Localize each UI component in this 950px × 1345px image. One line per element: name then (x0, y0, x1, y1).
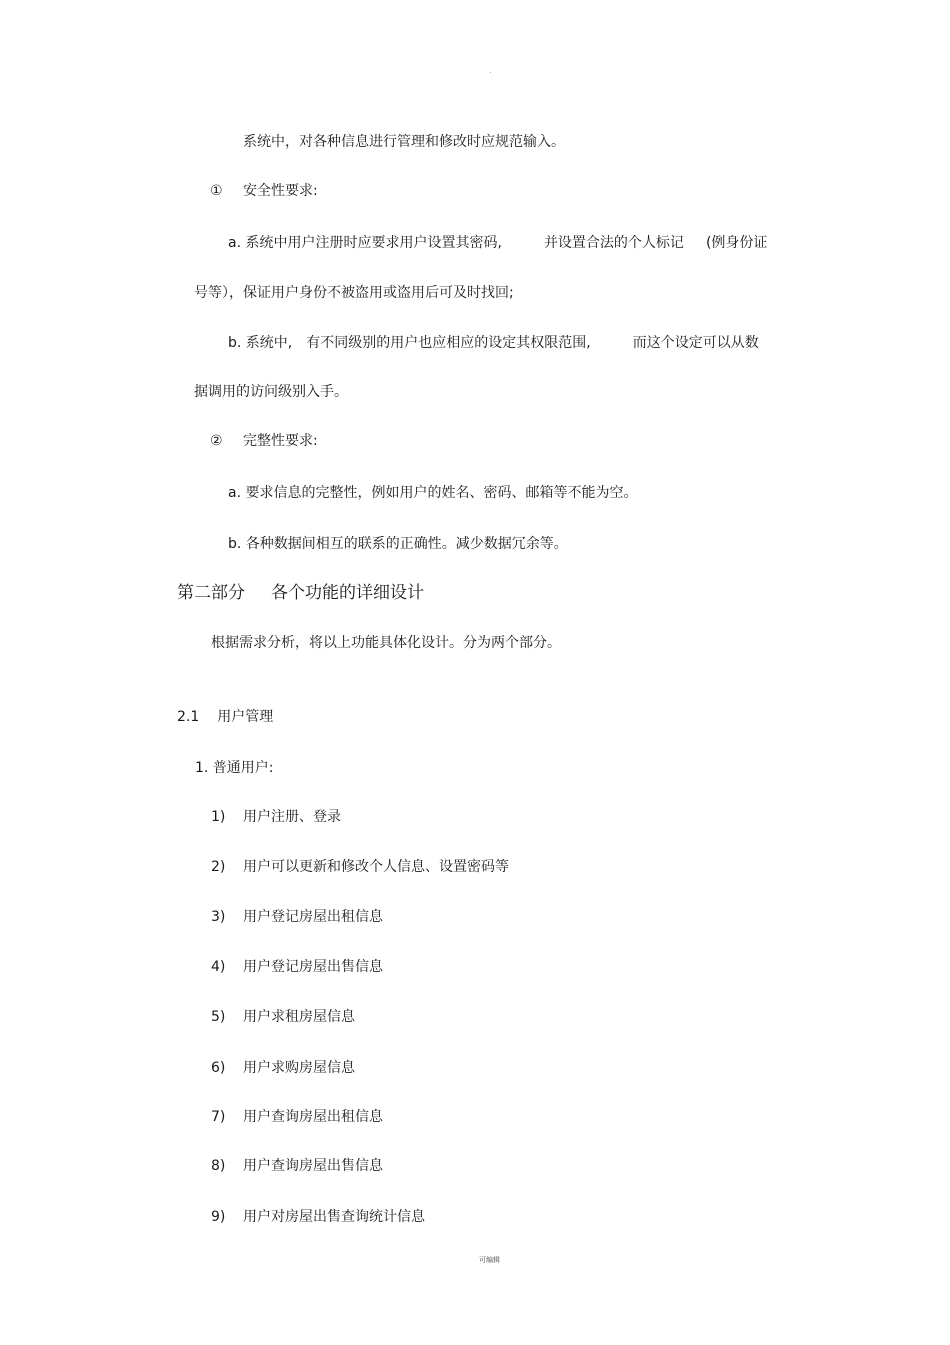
integrity-marker: ② (210, 433, 223, 449)
list-item-num: 8) (211, 1158, 226, 1174)
security-item-a (228, 234, 767, 252)
part2-label: 第二部分 (177, 583, 245, 603)
list-item-text: 用户登记房屋出租信息 (243, 909, 383, 925)
security-item-b-part2: 有不同级别的用户也应相应的设定其权限范围, (306, 335, 591, 351)
security-item-b-part3: 而这个设定可以从数 (632, 335, 759, 351)
list-item-text: 用户求购房屋信息 (243, 1060, 355, 1076)
list-item-num: 7) (211, 1109, 226, 1125)
list-item-num: 5) (211, 1009, 226, 1025)
security-item-a-part1: a. 系统中用户注册时应要求用户设置其密码, (228, 235, 502, 251)
part2-title: 各个功能的详细设计 (271, 583, 424, 603)
list-item-num: 6) (211, 1060, 226, 1076)
security-item-a-part3: (例身份证 (705, 235, 768, 251)
list-item-num: 4) (211, 959, 226, 975)
normal-user-heading: 1. 普通用户: (195, 760, 274, 776)
list-item-num: 3) (211, 909, 226, 925)
section-number: 2.1 (177, 709, 200, 725)
integrity-item-b: b. 各种数据间相互的联系的正确性。减少数据冗余等。 (228, 536, 568, 552)
list-item-text: 用户查询房屋出租信息 (243, 1109, 383, 1125)
list-item-num: 1) (211, 809, 226, 825)
list-item-text: 用户查询房屋出售信息 (243, 1158, 383, 1174)
list-item-text: 用户登记房屋出售信息 (243, 959, 383, 975)
security-marker: ① (210, 183, 223, 199)
security-item-b-part1: b. 系统中, (228, 335, 293, 351)
security-title: 安全性要求: (243, 183, 318, 199)
page-footer: 可编辑 (479, 1256, 500, 1264)
list-item-num: 9) (211, 1209, 226, 1225)
security-item-b (228, 334, 759, 352)
section-2-1-heading (177, 708, 273, 726)
security-item-b-cont: 据调用的访问级别入手。 (194, 384, 348, 400)
security-item-a-cont: 号等），保证用户身份不被盗用或盗用后可及时找回; (194, 285, 514, 301)
list-item-num: 2) (211, 859, 226, 875)
list-item-text: 用户求租房屋信息 (243, 1009, 355, 1025)
intro-line: 系统中，对各种信息进行管理和修改时应规范输入。 (243, 134, 565, 150)
part2-intro: 根据需求分析，将以上功能具体化设计。分为两个部分。 (211, 635, 561, 651)
page-dot (490, 72, 491, 73)
part2-heading (177, 582, 424, 604)
integrity-item-a: a. 要求信息的完整性，例如用户的姓名、密码、邮箱等不能为空。 (228, 485, 638, 501)
list-item-text: 用户对房屋出售查询统计信息 (243, 1209, 425, 1225)
list-item-text: 用户注册、登录 (243, 809, 341, 825)
integrity-title: 完整性要求: (243, 433, 318, 449)
section-title: 用户管理 (217, 709, 274, 725)
security-item-a-part2: 并设置合法的个人标记 (543, 235, 684, 251)
list-item-text: 用户可以更新和修改个人信息、设置密码等 (243, 859, 509, 875)
